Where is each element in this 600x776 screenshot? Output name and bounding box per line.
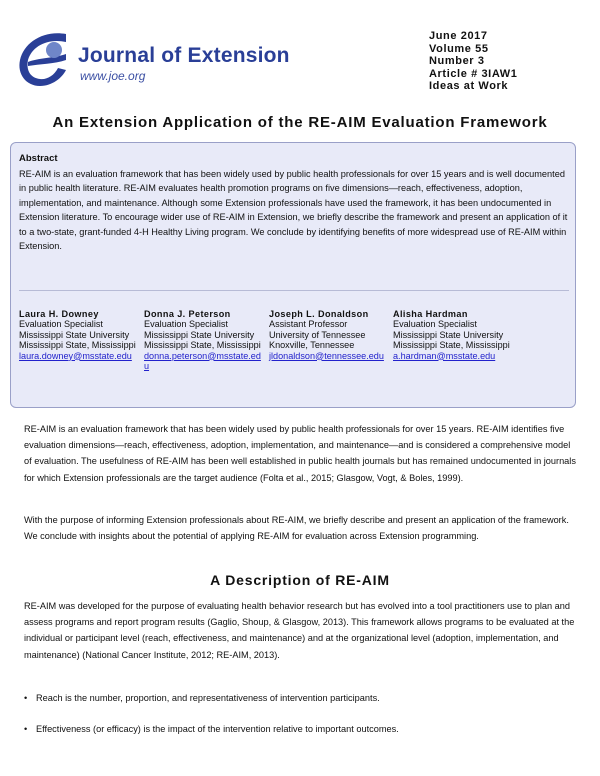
author-title: Evaluation Specialist xyxy=(393,319,477,330)
author-org: Mississippi State University xyxy=(19,329,130,340)
article-category: Ideas at Work xyxy=(429,80,509,93)
abstract-text: RE-AIM is an evaluation framework that has been widely used by public health professionals for over 15 years and is well documented in public health literature. RE-AIM evaluates health promotion programs on five dimensions—reach, effectiveness, adoption, implementation, and maintenance. Although some Extension professionals have used the framework, it has been undocumented in Extension literature. To encourage wider use of RE-AIM in Extension, we briefly describe the framework and present an application of it to a two-state, grant-funded 4-H Healthy Living program. We conclude by identifying benefits of more widespread use of RE-AIM within Extension. xyxy=(19,169,568,252)
abstract-heading: Abstract xyxy=(19,153,58,164)
list-item-text: Reach is the number, proportion, and representativeness of intervention participants. xyxy=(36,693,380,703)
issue-info xyxy=(429,30,517,93)
journal-url[interactable]: www.joe.org xyxy=(80,69,146,83)
author-email-link[interactable]: laura.downey@msstate.edu xyxy=(19,350,132,361)
issue-date: June 2017 xyxy=(429,30,488,42)
author-email-link[interactable]: a.hardman@msstate.edu xyxy=(393,350,496,361)
intro-paragraph: With the purpose of informing Extension professionals about RE-AIM, we briefly describe and present an application of the framework. We conclude with insights about the potential of applying RE-AIM for evaluation across Extension programming. xyxy=(24,515,569,542)
author-org: University of Tennessee xyxy=(269,329,366,340)
author-name: Laura H. Downey xyxy=(19,309,99,319)
section-heading: A Description of RE-AIM xyxy=(210,572,390,588)
section-paragraph: RE-AIM was developed for the purpose of evaluating health behavior research but has evolved into a tool practitioners use to plan and assess programs and report program results (Gaglio, Shoup, & Glasgow, 2013). This framework allows programs to be evaluated at the individual or participant level (reach, effectiveness, and maintenance) and at the organizational level (adoption, implementation, and maintenance) (National Cancer Institute, 2012; RE-AIM, 2013). xyxy=(24,601,575,660)
joe-swoosh-icon xyxy=(14,28,80,94)
abstract-box xyxy=(10,142,576,408)
bullet-icon: • xyxy=(24,724,28,734)
author-card xyxy=(19,309,137,361)
author-org: Mississippi State University xyxy=(393,329,504,340)
author-title: Evaluation Specialist xyxy=(144,319,228,330)
author-email-link[interactable]: donna.peterson@msstate.edu xyxy=(144,350,261,372)
author-name: Joseph L. Donaldson xyxy=(269,309,369,319)
journal-name: Journal of Extension xyxy=(78,44,290,67)
author-title: Assistant Professor xyxy=(269,319,348,330)
author-location: Mississippi State, Mississippi xyxy=(393,340,510,351)
journal-logo[interactable] xyxy=(14,28,290,98)
author-location: Knoxville, Tennessee xyxy=(269,340,355,351)
author-name: Alisha Hardman xyxy=(393,309,468,319)
author-name: Donna J. Peterson xyxy=(144,309,231,319)
author-title: Evaluation Specialist xyxy=(19,319,103,330)
article-number: Article # 3IAW1 xyxy=(429,67,518,80)
author-card xyxy=(393,309,511,361)
author-email-link[interactable]: jldonaldson@tennessee.edu xyxy=(269,350,384,361)
issue-number: Number 3 xyxy=(429,55,485,68)
author-location: Mississippi State, Mississippi xyxy=(144,340,261,351)
list-item-text: Effectiveness (or efficacy) is the impact of the intervention relative to important outcomes. xyxy=(36,724,399,734)
author-org: Mississippi State University xyxy=(144,329,255,340)
author-card xyxy=(144,309,262,371)
bullet-icon: • xyxy=(24,693,28,703)
article-title: An Extension Application of the RE-AIM Evaluation Framework xyxy=(52,114,548,131)
author-card xyxy=(269,309,387,361)
author-location: Mississippi State, Mississippi xyxy=(19,340,136,351)
intro-paragraph: RE-AIM is an evaluation framework that has been widely used by public health professionals for over 15 years. RE-AIM identifies five evaluation dimensions—reach, effectiveness, adoption, implementation, and maintenance—and is considered a comprehensive model of evaluation. The usefulness of RE-AIM has been well established in public health journals but has remained undocumented in journals for which Extension professionals are the target audience (Folta et al., 2015; Glasgow, Vogt, & Boles, 1999). xyxy=(24,424,576,483)
issue-volume: Volume 55 xyxy=(429,42,489,55)
abstract-divider xyxy=(19,290,569,291)
